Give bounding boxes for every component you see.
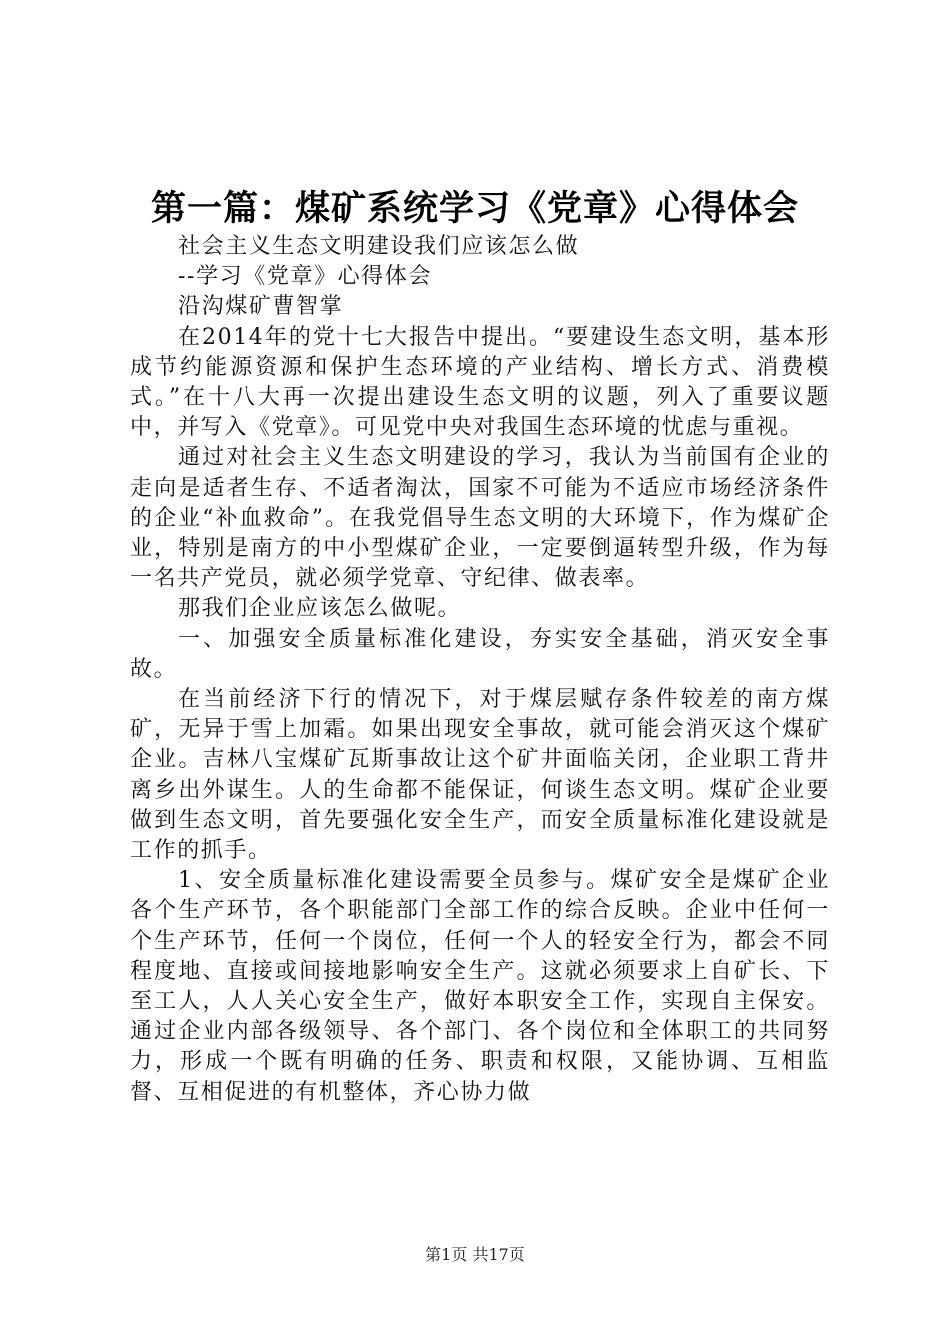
page-number: 第1页 共17页	[425, 1245, 525, 1264]
body-paragraph: 1、安全质量标准化建设需要全员参与。煤矿安全是煤矿企业各个生产环节，各个职能部门全部工作的综合反映。企业中任何一个生产环节，任何一个岗位，任何一个人的轻安全行为，都会不同程度地、直接或间接地影响安全生产。这就必须要求上自矿长、下至工人，人人关心安全生产，做好本职安全工作，实现自主保安。通过企业内部各级领导、各个部门、各个岗位和全体职工的共同努力，形成一个既有明确的任务、职责和权限，又能协调、互相监督、互相促进的有机整体，齐心协力做	[130, 868, 830, 1105]
document-body	[130, 232, 830, 1108]
author-line: 沿沟煤矿曹智掌	[178, 294, 344, 320]
body-paragraph: 那我们企业应该怎么做呢。	[178, 596, 462, 622]
section-heading: 一、加强安全质量标准化建设，夯实安全基础，消灭安全事故。	[130, 626, 830, 682]
document-title: 第一篇：煤矿系统学习《党章》心得体会	[150, 189, 799, 229]
body-paragraph: 在2014年的党十七大报告中提出。“要建设生态文明，基本形成节约能源资源和保护生态环境的产业结构、增长方式、消费模式。”在十八大再一次提出建设生态文明的议题，列入了重要议题中，并写入《党章》。可见党中央对我国生态环境的忧虑与重视。	[130, 324, 830, 441]
subtitle-line: 社会主义生态文明建设我们应该怎么做	[178, 234, 580, 259]
subtitle-sub-line: --学习《党章》心得体会	[178, 264, 433, 290]
body-paragraph: 在当前经济下行的情况下，对于煤层赋存条件较差的南方煤矿，无异于雪上加霜。如果出现安全事故，就可能会消灭这个煤矿企业。吉林八宝煤矿瓦斯事故让这个矿井面临关闭，企业职工背井离乡出外谋生。人的生命都不能保证，何谈生态文明。煤矿企业要做到生态文明，首先要强化安全生产，而安全质量标准化建设就是工作的抓手。	[130, 687, 830, 864]
body-paragraph: 通过对社会主义生态文明建设的学习，我认为当前国有企业的走向是适者生存、不适者淘汰，国家不可能为不适应市场经济条件的企业“补血救命”。在我党倡导生态文明的大环境下，作为煤矿企业，特别是南方的中小型煤矿企业，一定要倒逼转型升级，作为每一名共产党员，就必须学党章、守纪律、做表率。	[130, 445, 830, 592]
